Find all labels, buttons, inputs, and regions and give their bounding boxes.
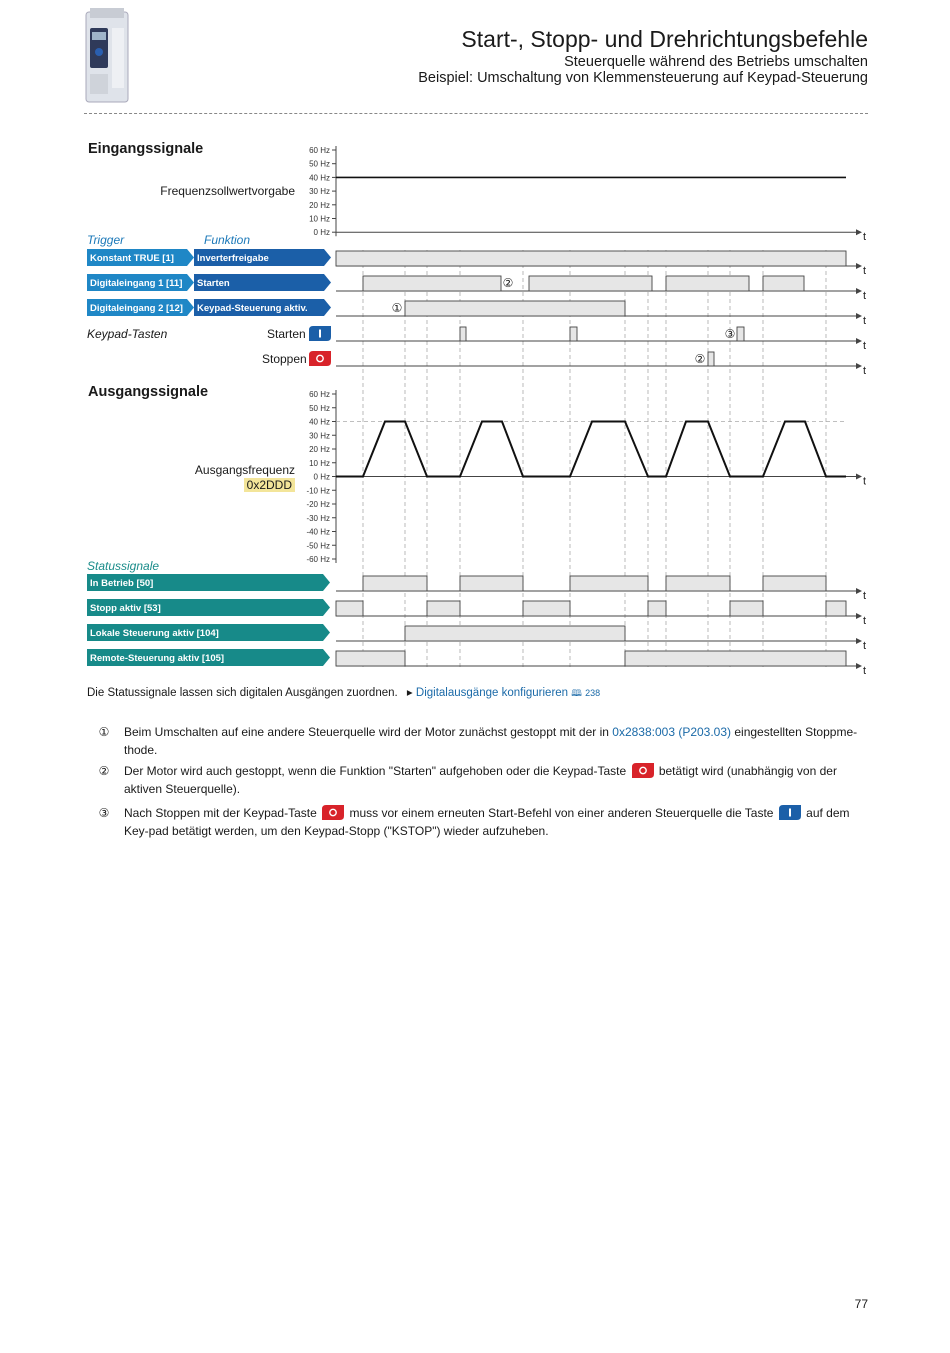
- keypad-keys-label: Keypad-Tasten: [87, 327, 168, 341]
- marker-3: ③: [724, 327, 736, 341]
- footnote-number: ③: [98, 806, 110, 820]
- footnote-text: Beim Umschalten auf eine andere Steuerquelle wird der Motor zunächst gestoppt mit der in: [124, 725, 613, 739]
- book-icon: 🕮: [571, 688, 582, 698]
- status-note: [87, 685, 600, 702]
- keypad-stop-signal-pulse: [708, 352, 714, 366]
- time-arrow-icon: [856, 613, 862, 619]
- time-label: t: [863, 340, 867, 352]
- status-signal-1-pulse: [336, 601, 363, 616]
- keypad-start-key-icon: [779, 805, 801, 820]
- keypad-stop-key-icon: [309, 351, 331, 366]
- footnote-text: betätigt wird (unabhängig von der aktiven Steuerquelle).: [124, 764, 837, 796]
- status-signal-1-pulse: [523, 601, 570, 616]
- time-arrow-icon: [856, 263, 862, 269]
- output-freq-param: 0x2DDD: [244, 478, 295, 492]
- digital-outputs-link[interactable]: Digitalausgänge konfigurieren: [415, 687, 569, 699]
- time-arrow-icon: [856, 288, 862, 294]
- keypad-start-key-icon-glyph: [319, 330, 321, 338]
- function-1-label: Starten: [197, 278, 230, 289]
- input-signals-heading: Eingangssignale: [88, 141, 204, 157]
- time-label: t: [863, 475, 867, 488]
- setpoint-tick-label: 60 Hz: [309, 146, 330, 155]
- time-label: t: [863, 615, 867, 627]
- time-arrow-icon: [856, 338, 862, 344]
- footnote-text: Nach Stoppen mit der Keypad-Taste: [124, 806, 321, 820]
- output-freq-tick-label: -20 Hz: [306, 500, 330, 509]
- marker-2: ②: [694, 352, 706, 366]
- time-label: t: [863, 665, 867, 677]
- start-key-label: Starten: [267, 327, 306, 341]
- time-label: t: [863, 640, 867, 652]
- setpoint-tick-label: 50 Hz: [309, 159, 330, 169]
- time-arrow-icon: [856, 474, 862, 480]
- status-signal-0-pulse: [460, 576, 523, 591]
- time-arrow-icon: [856, 588, 862, 594]
- status-signal-1-pulse: [648, 601, 666, 616]
- status-signal-0-pulse: [570, 576, 648, 591]
- footnote-number: ②: [98, 764, 110, 778]
- status-3-label: Remote-Steuerung aktiv [105]: [90, 653, 225, 664]
- keypad-start-signal-pulse: [737, 327, 744, 341]
- time-arrow-icon: [856, 663, 862, 669]
- input-signal-1-pulse: [363, 276, 501, 291]
- input-signal-1-pulse: [763, 276, 804, 291]
- output-freq-tick-label: -50 Hz: [306, 541, 330, 551]
- time-label: t: [863, 265, 867, 277]
- output-freq-tick-label: -60 Hz: [306, 555, 330, 564]
- marker-2: ②: [502, 276, 514, 290]
- parameter-link[interactable]: 0x2838:003 (P203.03): [612, 725, 732, 739]
- output-freq-tick-label: 40 Hz: [309, 417, 330, 427]
- output-freq-tick-label: 30 Hz: [309, 431, 330, 441]
- input-signal-1-pulse: [666, 276, 749, 291]
- keypad-start-signal-pulse: [570, 327, 577, 341]
- freq-setpoint-label: Frequenzsollwertvorgabe: [160, 184, 295, 198]
- setpoint-tick-label: 0 Hz: [313, 228, 330, 238]
- time-arrow-icon: [856, 229, 862, 235]
- output-signals-heading: Ausgangssignale: [88, 384, 209, 400]
- output-freq-tick-label: -10 Hz: [306, 486, 330, 496]
- function-label: Funktion: [204, 233, 251, 247]
- time-label: t: [863, 365, 867, 377]
- time-arrow-icon: [856, 363, 862, 369]
- output-freq-tick-label: 10 Hz: [309, 458, 330, 468]
- page-number: 77: [854, 1297, 868, 1311]
- status-signal-3-pulse: [625, 651, 846, 666]
- input-signal-0-pulse: [336, 251, 846, 266]
- time-arrow-icon: [856, 638, 862, 644]
- trigger-label: Trigger: [87, 233, 125, 247]
- footnote-text: eingestellten Stoppme-thode.: [124, 725, 858, 757]
- footnote-text: muss vor einem erneuten Start-Befehl von einer anderen Steuerquelle die Taste: [346, 806, 777, 820]
- status-signal-0-pulse: [363, 576, 427, 591]
- status-signal-1-pulse: [826, 601, 846, 616]
- keypad-stop-key-icon: [632, 763, 654, 778]
- page-ref[interactable]: 238: [585, 688, 601, 698]
- time-arrow-icon: [856, 313, 862, 319]
- footnote-text: auf dem Key-pad betätigt werden, um den Keypad-Stopp ("KSTOP") wieder aufzuheben.: [124, 806, 850, 838]
- status-note-text: Die Statussignale lassen sich digitalen Ausgängen zuordnen.: [87, 687, 398, 699]
- status-signal-0-pulse: [763, 576, 826, 591]
- status-signal-0-pulse: [666, 576, 730, 591]
- setpoint-tick-label: 20 Hz: [309, 200, 330, 210]
- output-freq-tick-label: 20 Hz: [309, 445, 330, 454]
- output-freq-tick-label: 60 Hz: [309, 390, 330, 399]
- page-subtitle-example: Beispiel: Umschaltung von Klemmensteuerung auf Keypad-Steuerung: [418, 70, 868, 86]
- output-freq-tick-label: -40 Hz: [306, 527, 330, 537]
- link-arrow-icon: ▸: [406, 687, 413, 699]
- keypad-stop-key-icon: [322, 805, 344, 820]
- function-0-label: Inverterfreigabe: [197, 253, 269, 264]
- input-signal-2-pulse: [405, 301, 625, 316]
- footnote-text: Der Motor wird auch gestoppt, wenn die Funktion "Starten" aufgehoben oder die Keypad-Taste: [124, 764, 630, 778]
- trigger-2-label: Digitaleingang 2 [12]: [90, 303, 183, 314]
- status-0-label: In Betrieb [50]: [90, 578, 154, 589]
- input-signal-1-pulse: [529, 276, 652, 291]
- output-freq-tick-label: 50 Hz: [309, 403, 330, 413]
- status-2-label: Lokale Steuerung aktiv [104]: [90, 628, 219, 639]
- page-subtitle: Steuerquelle während des Betriebs umschalten: [564, 54, 868, 70]
- output-freq-tick-label: -30 Hz: [306, 513, 330, 523]
- time-label: t: [863, 315, 867, 327]
- status-signal-2-pulse: [405, 626, 625, 641]
- status-signal-1-pulse: [427, 601, 460, 616]
- page-title: Start-, Stopp- und Drehrichtungsbefehle: [461, 26, 868, 52]
- status-signals-label: Statussignale: [87, 559, 160, 573]
- status-1-label: Stopp aktiv [53]: [90, 603, 161, 614]
- trigger-1-label: Digitaleingang 1 [11]: [90, 278, 183, 289]
- time-label: t: [863, 231, 867, 244]
- setpoint-tick-label: 30 Hz: [309, 187, 330, 197]
- status-signal-1-pulse: [730, 601, 763, 616]
- keypad-start-signal-pulse: [460, 327, 466, 341]
- stop-key-label: Stoppen: [262, 352, 307, 366]
- setpoint-tick-label: 10 Hz: [309, 214, 330, 224]
- output-freq-tick-label: 0 Hz: [313, 472, 330, 482]
- setpoint-tick-label: 40 Hz: [309, 173, 330, 183]
- status-signal-3-pulse: [336, 651, 405, 666]
- output-freq-label: Ausgangsfrequenz: [194, 463, 295, 477]
- time-label: t: [863, 290, 867, 302]
- footnote-number: ①: [98, 725, 110, 739]
- time-label: t: [863, 590, 867, 602]
- marker-1: ①: [391, 301, 403, 315]
- output-frequency-curve: [336, 422, 846, 477]
- function-2-label: Keypad-Steuerung aktiv.: [197, 303, 308, 314]
- trigger-0-label: Konstant TRUE [1]: [90, 253, 174, 264]
